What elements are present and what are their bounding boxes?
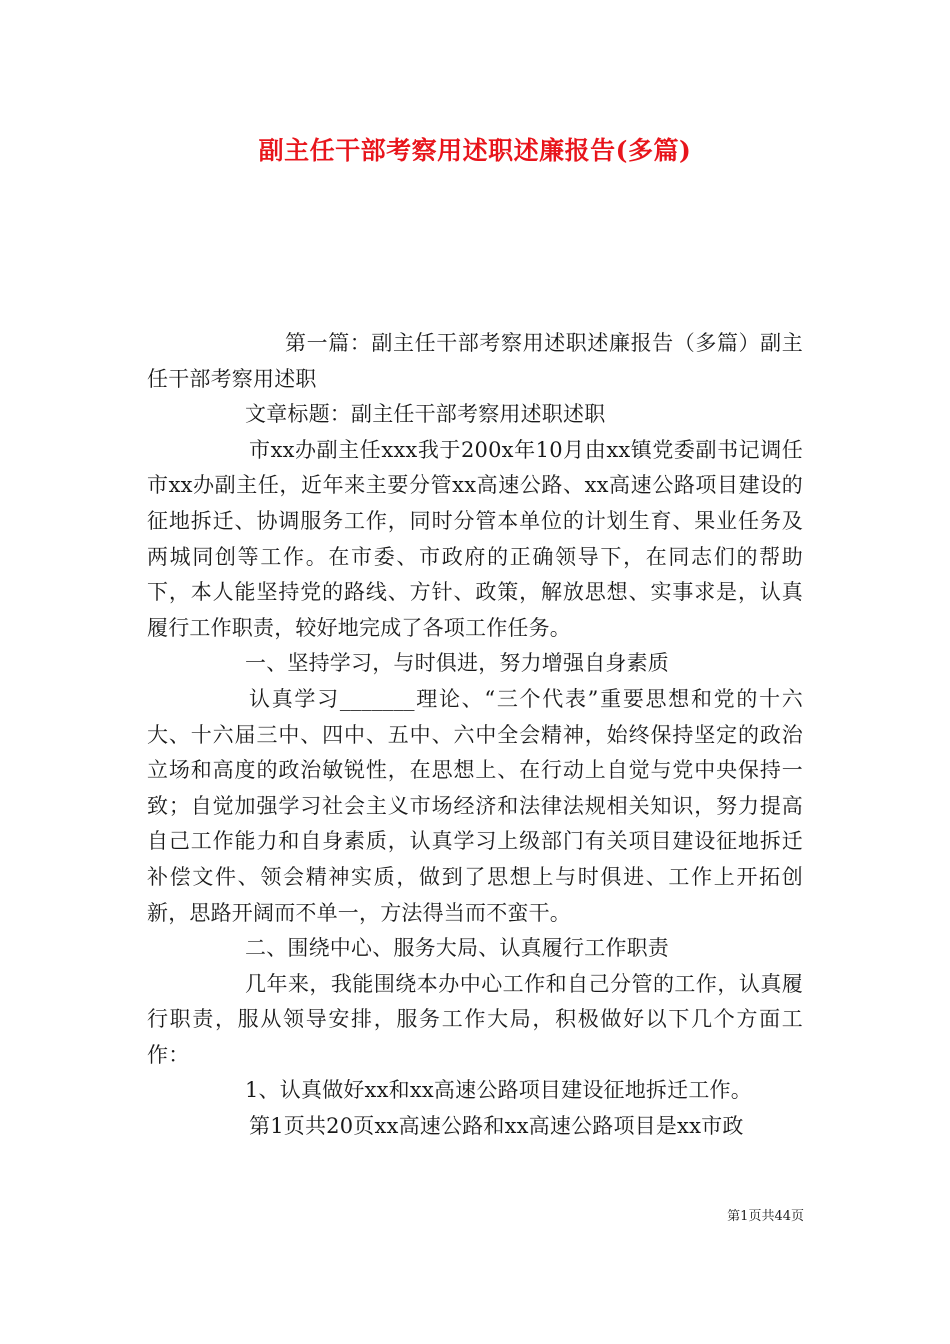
document-title: 副主任干部考察用述职述廉报告(多篇) <box>258 136 692 165</box>
section-heading-2: 二、围绕中心、服务大局、认真履行工作职责 <box>245 936 669 961</box>
page-number: 第1页共44页 <box>727 1209 804 1224</box>
subsection-heading-1: 1、认真做好xx和xx高速公路项目建设征地拆迁工作。 <box>245 1078 752 1103</box>
section-heading-1: 一、坚持学习，与时俱进，努力增强自身素质 <box>245 651 669 676</box>
paragraph-duties: 几年来，我能围绕本办中心工作和自己分管的工作，认真履行职责，服从领导安排，服务工作大局，积极做好以下几个方面工作： <box>147 971 803 1067</box>
paragraph-highway: 第1页共20页xx高速公路和xx高速公路项目是xx市政 <box>249 1114 744 1139</box>
paragraph-intro: 市xx办副主任xxx我于200x年10月由xx镇党委副书记调任市xx办副主任，近年来主要分管xx高速公路、xx高速公路项目建设的征地拆迁、协调服务工作，同时分管本单位的计划生育、果业任务及两城同创等工作。在市委、市政府的正确领导下，在同志们的帮助下，本人能坚持党的路线、方针、政策，解放思想、实事求是，认真履行工作职责，较好地完成了各项工作任务。 <box>147 437 803 640</box>
paragraph-study: 认真学习_______理论、“三个代表”重要思想和党的十六大、十六届三中、四中、五中、六中全会精神，始终保持坚定的政治立场和高度的政治敏锐性，在思想上、在行动上自觉与党中央保持一致；自觉加强学习社会主义市场经济和法律法规相关知识，努力提高自己工作能力和自身素质，认真学习上级部门有关项目建设征地拆迁补偿文件、领会精神实质，做到了思想上与时俱进、工作上开拓创新，思路开阔而不单一，方法得当而不蛮干。 <box>147 686 803 925</box>
document-body <box>147 326 803 1145</box>
paragraph-chapter-heading: 第一篇：副主任干部考察用述职述廉报告（多篇）副主任干部考察用述职 <box>147 331 803 391</box>
paragraph-article-title: 文章标题：副主任干部考察用述职述职 <box>245 402 606 427</box>
